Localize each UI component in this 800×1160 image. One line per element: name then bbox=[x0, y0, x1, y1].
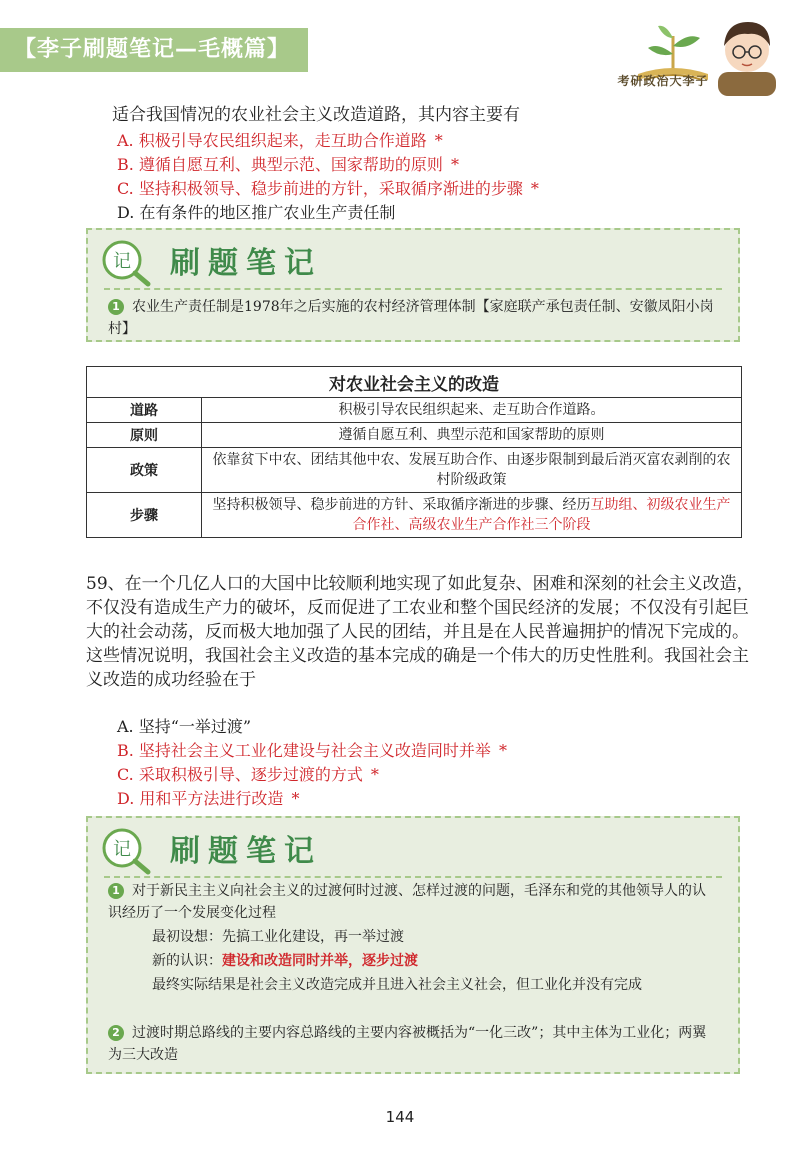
number-badge: 1 bbox=[108, 299, 124, 315]
note-final: 最终实际结果是社会主义改造完成并且进入社会主义社会，但工业化并没有完成 bbox=[152, 977, 642, 993]
note-new: 新的认识：建设和改造同时并举，逐步过渡 bbox=[152, 953, 418, 969]
table-row: 步骤 坚持积极领导、稳步前进的方针、采取循序渐进的步骤、经历互助组、初级农业生产合作社、高级农业生产合作社三个阶段 bbox=[87, 493, 742, 538]
note-divider bbox=[104, 876, 722, 878]
summary-table bbox=[86, 366, 742, 538]
note-icon-char: 记 bbox=[113, 251, 131, 272]
question-stem: 适合我国情况的农业社会主义改造道路，其内容主要有 bbox=[112, 105, 520, 125]
table-title: 对农业社会主义的改造 bbox=[87, 367, 742, 398]
table-row: 道路 积极引导农民组织起来、走互助合作道路。 bbox=[87, 398, 742, 423]
note-item: 2 过渡时期总路线的主要内容总路线的主要内容被概括为“一化三改”；其中主体为工业化；两翼为三大改造 bbox=[108, 1025, 707, 1063]
number-badge: 1 bbox=[108, 883, 124, 899]
option-b: B. 坚持社会主义工业化建设与社会主义改造同时并举 * bbox=[117, 741, 507, 760]
number-badge: 2 bbox=[108, 1025, 124, 1041]
option-b: B. 遵循自愿互利、典型示范、国家帮助的原则 * bbox=[117, 155, 459, 174]
note-initial: 最初设想：先搞工业化建设，再一举过渡 bbox=[152, 929, 404, 945]
option-d: D. 在有条件的地区推广农业生产责任制 bbox=[117, 203, 396, 222]
logo-text: 考研政治大李子 bbox=[617, 74, 709, 88]
option-c: C. 坚持积极领导、稳步前进的方针，采取循序渐进的步骤 * bbox=[117, 179, 539, 198]
table-row: 原则 遵循自愿互利、典型示范和国家帮助的原则 bbox=[87, 423, 742, 448]
magnifier-note-icon bbox=[96, 236, 162, 288]
note-box bbox=[86, 816, 740, 1074]
page-number: 144 bbox=[385, 1108, 415, 1126]
note-box bbox=[86, 228, 740, 342]
table-row: 政策 依靠贫下中农、团结其他中农、发展互助合作、由逐步限制到最后消灭富农剥削的农村阶级政策 bbox=[87, 448, 742, 493]
note-icon-char: 记 bbox=[113, 839, 131, 860]
option-d: D. 用和平方法进行改造 * bbox=[117, 789, 300, 808]
avatar bbox=[712, 12, 782, 96]
option-a: A. 坚持“一举过渡” bbox=[117, 717, 252, 736]
note-divider bbox=[104, 288, 722, 290]
question-stem: 59、在一个几亿人口的大国中比较顺利地实现了如此复杂、困难和深刻的社会主义改造，不仅没有造成生产力的破坏，反而促进了工农业和整个国民经济的发展；不仅没有引起巨大的社会动荡，反而极大地加强了人民的团结，并且是在人民普遍拥护的情况下完成的。这些情况说明，我国社会主义改造的基本完成的确是一个伟大的历史性胜利。我国社会主义改造的成功经验在于 bbox=[86, 574, 754, 690]
magnifier-note-icon bbox=[96, 824, 162, 876]
header-banner: 【李子刷题笔记—毛概篇】 bbox=[0, 28, 308, 72]
option-c: C. 采取积极引导、逐步过渡的方式 * bbox=[117, 765, 379, 784]
option-a: A. 积极引导农民组织起来，走互助合作道路 * bbox=[117, 131, 443, 150]
note-item: 1 农业生产责任制是1978年之后实施的农村经济管理体制【家庭联产承包责任制、安徽凤阳小岗村】 bbox=[108, 299, 714, 337]
note-item: 1 对于新民主主义向社会主义的过渡何时过渡、怎样过渡的问题，毛泽东和党的其他领导人的认识经历了一个发展变化过程 bbox=[108, 883, 706, 921]
note-title: 刷题笔记 bbox=[170, 246, 322, 281]
note-title: 刷题笔记 bbox=[170, 834, 322, 869]
